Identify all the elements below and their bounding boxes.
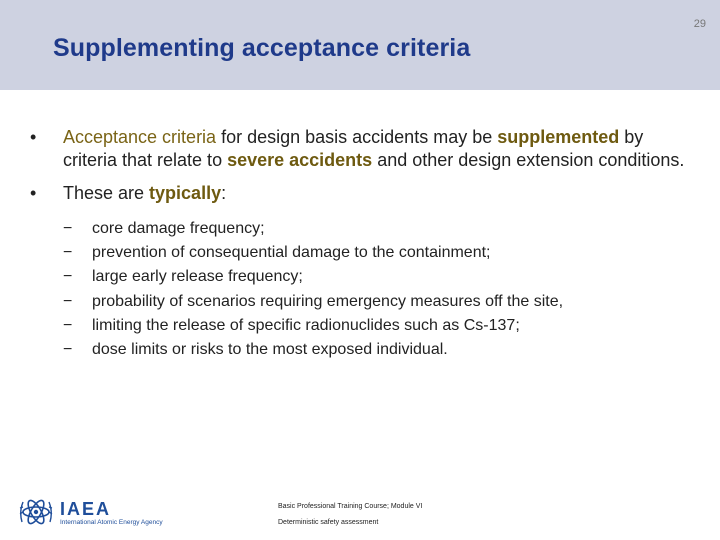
dash-marker: − xyxy=(63,341,73,359)
bullet-item xyxy=(30,126,690,172)
sub-list-item xyxy=(63,290,690,314)
sub-list-item xyxy=(63,314,690,338)
text-segment: : xyxy=(221,183,227,203)
bullet-text xyxy=(63,127,684,170)
iaea-logo-text: IAEA xyxy=(60,499,112,519)
highlight-acceptance-criteria: Acceptance criteria xyxy=(63,127,217,147)
footer-course: Basic Professional Training Course; Module VI xyxy=(278,503,423,510)
dash-marker: − xyxy=(63,316,73,334)
sub-item-text: prevention of consequential damage to the containment; xyxy=(92,244,491,262)
sub-list-item xyxy=(63,338,690,362)
bullet-marker: • xyxy=(30,183,37,203)
sub-list xyxy=(63,217,690,362)
sub-item-text: core damage frequency; xyxy=(92,220,265,237)
sub-list-item xyxy=(63,217,690,241)
sub-item-text: large early release frequency; xyxy=(92,268,303,286)
bullet-item xyxy=(30,182,690,205)
sub-item-text: dose limits or risks to the most exposed individual. xyxy=(92,341,448,359)
dash-marker: − xyxy=(63,292,73,310)
footer-module-title: Deterministic safety assessment xyxy=(278,519,379,526)
highlight-typically: typically xyxy=(149,183,222,203)
dash-marker: − xyxy=(63,244,73,262)
iaea-full-name: International Atomic Energy Agency xyxy=(60,519,163,526)
text-segment: and other design extension conditions. xyxy=(372,150,685,170)
sub-item-text: limiting the release of specific radionuclides such as Cs-137; xyxy=(92,316,520,334)
sub-item-text: probability of scenarios requiring emergency measures off the site, xyxy=(92,292,564,310)
sub-list-item xyxy=(63,241,690,265)
slide-content xyxy=(30,126,690,362)
dash-marker: − xyxy=(63,268,73,286)
text-segment: for design basis accidents may be xyxy=(216,127,498,147)
dash-marker: − xyxy=(63,220,73,237)
highlight-supplemented: supplemented xyxy=(497,127,620,147)
iaea-emblem-icon xyxy=(16,492,56,537)
slide-title: Supplementing acceptance criteria xyxy=(53,34,471,62)
bullet-text xyxy=(63,183,226,203)
bullet-marker: • xyxy=(30,127,37,147)
highlight-severe-accidents: severe accidents xyxy=(227,150,373,170)
header-band xyxy=(0,0,720,90)
text-segment: These are xyxy=(63,183,150,203)
slide-number: 29 xyxy=(693,18,706,30)
sub-list-item xyxy=(63,265,690,289)
text-segment: by criteria that relate to xyxy=(63,127,644,170)
